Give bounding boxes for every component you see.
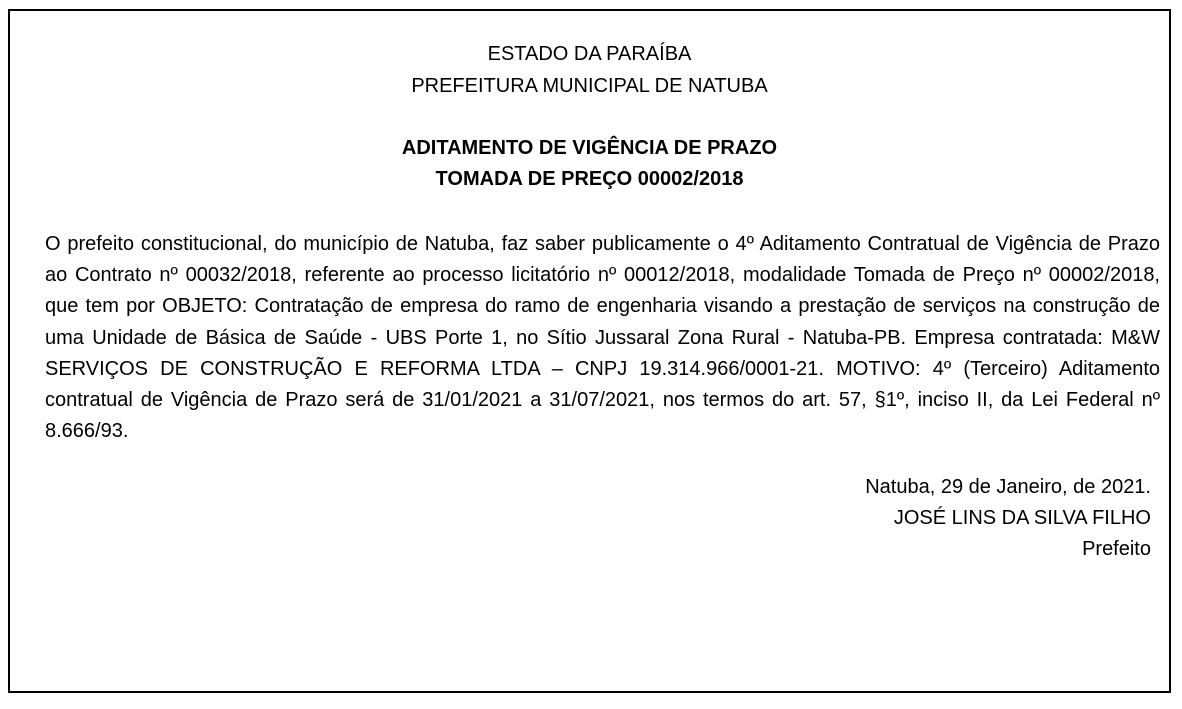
signatory-role: Prefeito xyxy=(1082,538,1151,560)
document-title: ADITAMENTO DE VIGÊNCIA DE PRAZO xyxy=(401,137,778,159)
municipality-heading: PREFEITURA MUNICIPAL DE NATUBA xyxy=(411,75,768,97)
document-subtitle: TOMADA DE PREÇO 00002/2018 xyxy=(435,168,744,190)
place-date: Natuba, 29 de Janeiro, de 2021. xyxy=(865,476,1151,498)
state-heading: ESTADO DA PARAÍBA xyxy=(487,43,692,65)
body-paragraph: O prefeito constitucional, do município de Natuba, faz saber publicamente o 4º Aditamento Contratual de Vigência de Prazo ao Contrato nº 00032/2018, referente ao processo licitatório nº 00012/2018, modalidade Tomada de Preço nº 00002/2018, que tem por OBJETO: Contratação de empresa do ramo de engenharia visando a prestação de serviços na construção de uma Unidade de Básica de Saúde - UBS Porte 1, no Sítio Jussaral Zona Rural - Natuba-PB. Empresa contratada: M&W SERVIÇOS DE CONSTRUÇÃO E REFORMA LTDA – CNPJ 19.314.966/0001-21. MOTIVO: 4º (Terceiro) Aditamento contratual de Vigência de Prazo será de 31/01/2021 a 31/07/2021, nos termos do art. 57, §1º, inciso II, da Lei Federal nº 8.666/93. xyxy=(45,233,1160,443)
document-border xyxy=(8,9,1171,693)
signatory-name: JOSÉ LINS DA SILVA FILHO xyxy=(893,507,1151,529)
